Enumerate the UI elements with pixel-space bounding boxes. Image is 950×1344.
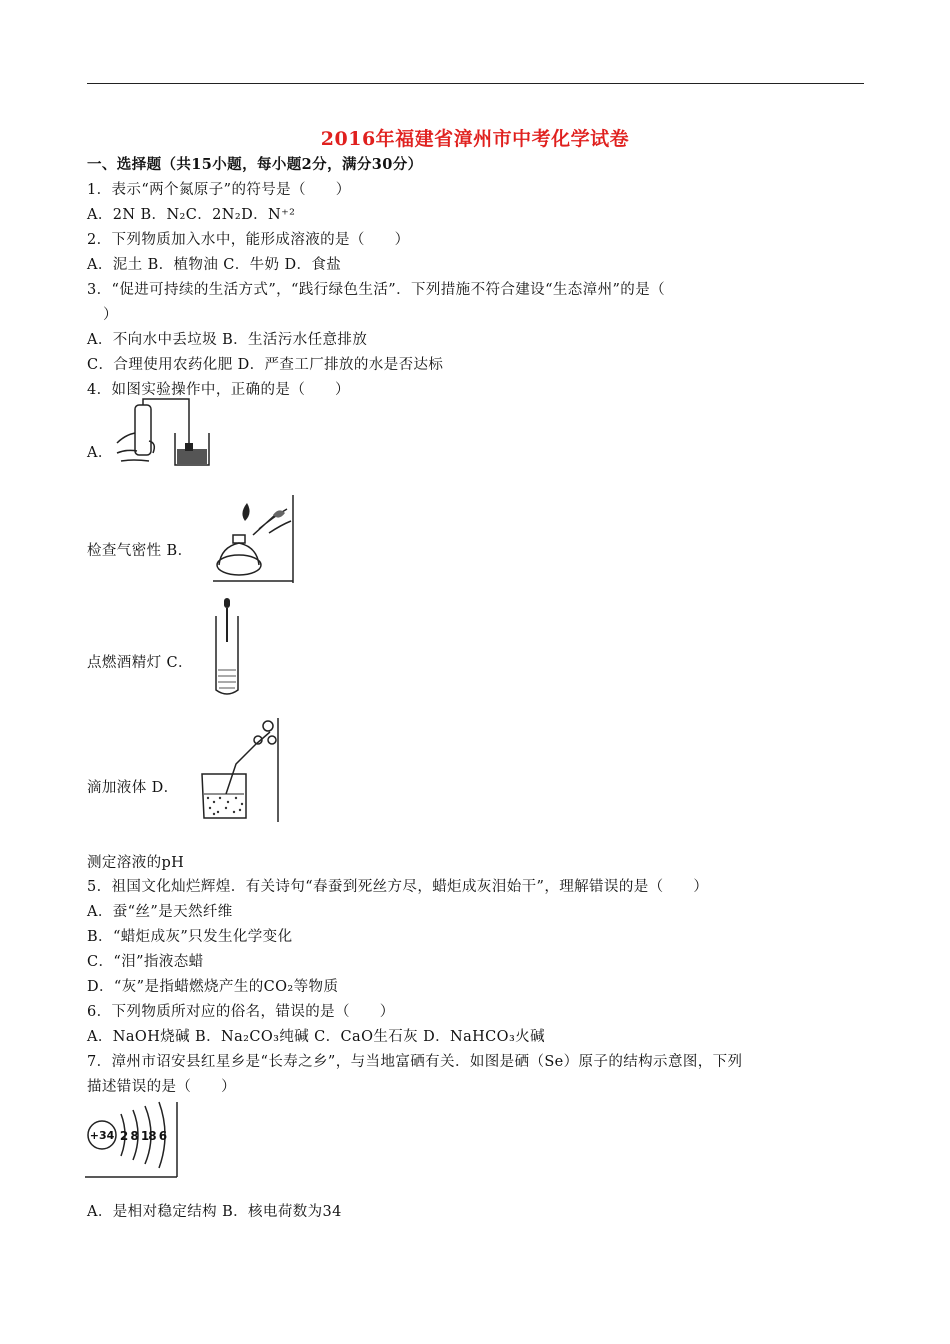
q5-stem: 5．祖国文化灿烂辉煌．有关诗句“春蚕到死丝方尽，蜡炬成灰泪始干”，理解错误的是（ ） (87, 879, 709, 895)
alcohol-lamp-figure (213, 495, 295, 583)
q4-label-d: 滴加液体 D． (87, 780, 179, 796)
q4-label-b: 检查气密性 B． (87, 543, 193, 559)
q5-option-d: D．“灰”是指蜡燃烧产生的CO₂等物质 (87, 979, 339, 995)
q5-option-a: A．蚕“丝”是天然纤维 (87, 904, 233, 920)
q5-option-c: C．“泪”指液态蜡 (87, 954, 204, 970)
q2-stem: 2．下列物质加入水中，能形成溶液的是（ ） (87, 232, 410, 248)
q5-option-b: B．“蜡炬成灰”只发生化学变化 (87, 929, 293, 945)
electron-shells: 2 8 18 6 (119, 1129, 167, 1143)
dropper-test-tube-figure (212, 598, 242, 698)
q7-options: A．是相对稳定结构 B．核电荷数为34 (87, 1204, 342, 1220)
q4-label-a: A． (87, 445, 113, 461)
q2-options: A．泥土 B．植物油 C．牛奶 D．食盐 (87, 257, 342, 273)
q7-stem-line2: 描述错误的是（ ） (87, 1079, 236, 1095)
q3-stem-line1: 3．“促进可持续的生活方式”，“践行绿色生活”．下列措施不符合建设“生态漳州”的是（ (87, 282, 665, 298)
q6-options: A．NaOH烧碱 B．Na₂CO₃纯碱 C．CaO生石灰 D．NaHCO₃火碱 (87, 1029, 545, 1045)
q1-options: A．2N B．N₂C．2N₂D．N⁺² (87, 207, 296, 223)
header-rule (87, 83, 864, 84)
q7-stem-line1: 7．漳州市诏安县红星乡是“长寿之乡”，与当地富硒有关．如图是硒（Se）原子的结构示意图，下列 (87, 1054, 743, 1070)
q6-stem: 6．下列物质所对应的俗名，错误的是（ ） (87, 1004, 395, 1020)
page-title: 2016年福建省漳州市中考化学试卷 (320, 128, 630, 150)
q3-options-line2: C．合理使用农药化肥 D．严查工厂排放的水是否达标 (87, 357, 444, 373)
airtightness-check-figure (113, 395, 213, 471)
q3-options-line1: A．不向水中丢垃圾 B．生活污水任意排放 (87, 332, 368, 348)
nucleus-charge: +34 (89, 1129, 115, 1142)
selenium-atom-structure-figure (85, 1100, 180, 1180)
q4-caption-d: 测定溶液的pH (87, 855, 185, 871)
section-heading: 一、选择题（共15小题，每小题2分，满分30分） (87, 156, 423, 173)
q4-label-c: 点燃酒精灯 C． (87, 655, 193, 671)
ph-measurement-figure (198, 718, 280, 824)
q1-stem: 1．表示“两个氮原子”的符号是（ ） (87, 182, 351, 198)
q4-stem: 4．如图实验操作中，正确的是（ ） (87, 382, 350, 398)
q3-stem-line2: ） (103, 307, 118, 323)
